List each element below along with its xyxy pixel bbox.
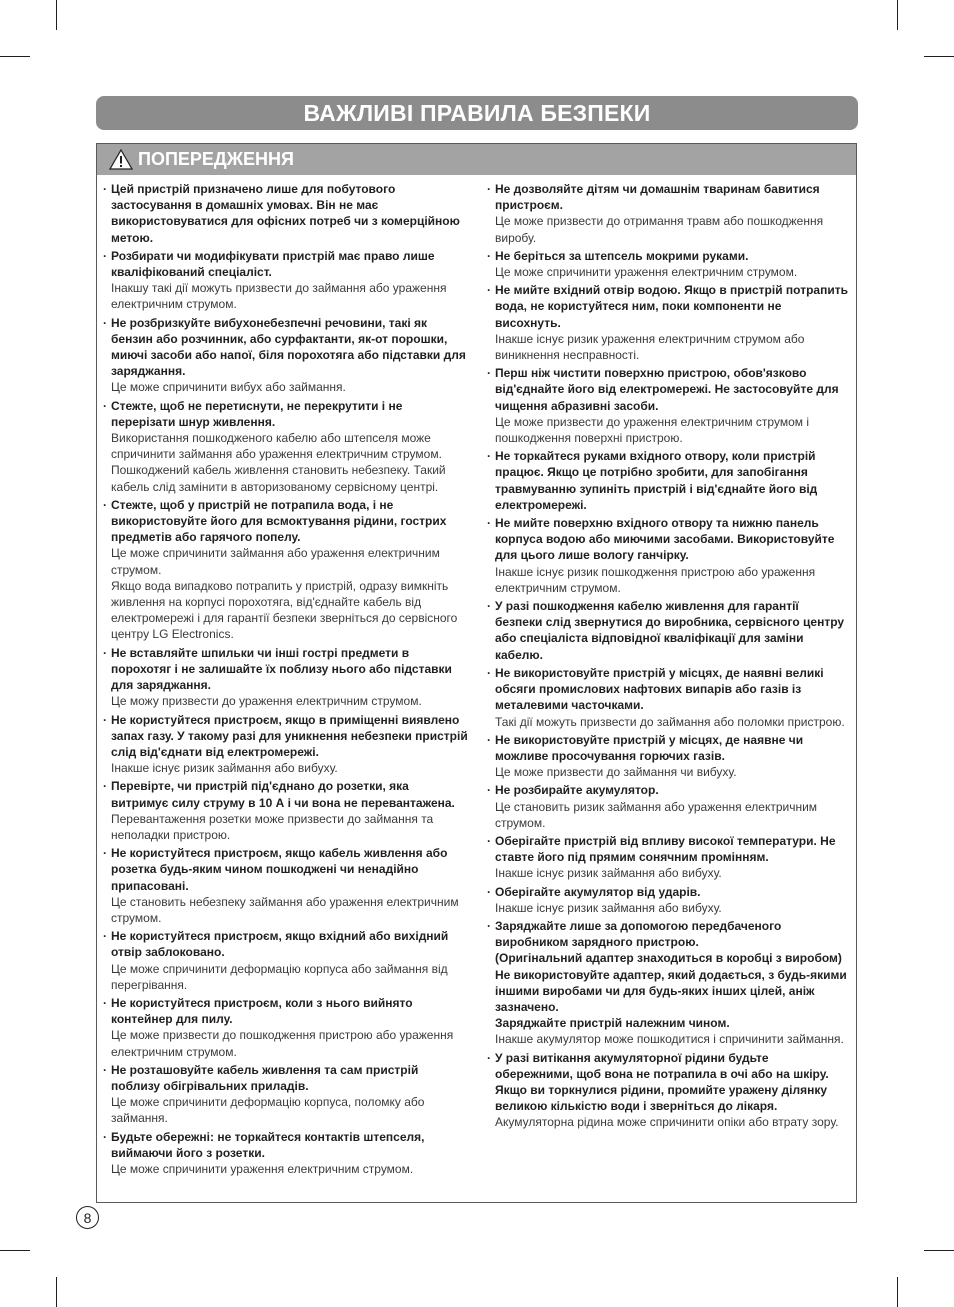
rule-note: Це може спричинити деформацію корпуса, поломку або займання. xyxy=(111,1095,425,1126)
rule-text: Стежте, щоб у пристрій не потрапила вода, і не використовуйте його для всмоктування рідини, гострих предметів або гарячого попелу. xyxy=(111,497,447,545)
rule-text: Не мийте поверхню вхідного отвору та нижню панель корпуса водою або миючими засобами. Використовуйте для цього лише вологу ганчірку. xyxy=(495,516,835,563)
rule-note: Це може спричинити ураження електричним струмом. xyxy=(495,265,798,280)
list-item: · Не користуйтеся пристроєм, якщо вхідний або вихідний отвір заблоковано. Це може спричинити деформацію корпуса або займання від перегрівання. xyxy=(103,928,469,993)
crop-mark xyxy=(897,1277,898,1307)
rule-note: Такі дії можуть призвести до займання або поломки пристрою. xyxy=(495,714,845,729)
rule-note: Це становить ризик займання або ураження електричним струмом. xyxy=(495,799,818,830)
rule-note: Це може призвести до отримання травм або пошкодження виробу. xyxy=(495,214,824,245)
list-item: · Не дозволяйте дітям чи домашнім тваринам бавитися пристроєм. Це може призвести до отримання травм або пошкодження виробу. xyxy=(487,181,849,246)
rule-text: Стежте, щоб не перетиснути, не перекрутити і не перерізати шнур живлення. xyxy=(111,398,403,429)
list-item: · Не вставляйте шпильки чи інші гострі предмети в порохотяг і не залишайте їх поблизу нього або підставки для заряджання. Це можу призвести до ураження електричним струмом. xyxy=(103,645,469,710)
rule-note: Це може спричинити ураження електричним струмом. xyxy=(111,1161,414,1176)
rule-text: Не користуйтеся пристроєм, якщо кабель живлення або розетка будь-яким чином пошкоджені чи ненадійно припасовані. xyxy=(111,846,448,893)
rule-note: Інакше акумулятор може пошкодитися і спричинити займання. xyxy=(495,1032,844,1047)
list-item: · Не торкайтеся руками вхідного отвору, коли пристрій працює. Якщо це потрібно зробити, для запобігання травмуванню зупиніть пристрій і від'єднайте його від електромережі. xyxy=(487,448,849,513)
crop-mark xyxy=(0,1250,30,1251)
list-item: · Перевірте, чи пристрій під'єднано до розетки, яка витримує силу струму в 10 А і чи вона не перевантажена. Перевантаження розетки може призвести до займання та неполадки пристрою. xyxy=(103,778,469,843)
list-item: · Розбирати чи модифікувати пристрій має право лише кваліфікований спеціаліст. Інакшу такі дії можуть призвести до займання або ураження електричним струмом. xyxy=(103,248,469,313)
rule-note: Інакше існує ризик ураження електричним струмом або виникнення несправності. xyxy=(495,331,805,363)
right-column xyxy=(487,181,849,1133)
rule-text: Не користуйтеся пристроєм, якщо вхідний або вихідний отвір заблоковано. xyxy=(111,929,449,960)
rule-note: Інакше існує ризик займання або вибуху. xyxy=(495,900,722,915)
page-title: ВАЖЛИВІ ПРАВИЛА БЕЗПЕКИ xyxy=(96,96,858,130)
rule-text: Не розбирайте акумулятор. xyxy=(495,783,659,798)
list-item: · Не мийте вхідний отвір водою. Якщо в пристрій потрапить вода, не користуйтеся ним, поки компоненти не висохнуть. Інакше існує ризик ураження електричним струмом або виникнення несправності. xyxy=(487,283,848,363)
rule-note: Інакше існує ризик займання або вибуху. xyxy=(111,761,338,776)
rule-text: Не мийте вхідний отвір водою. Якщо в пристрій потрапить вода, не користуйтеся ним, поки компоненти не висохнуть. xyxy=(495,283,848,330)
rule-text: Не використовуйте пристрій у місцях, де наявні великі обсяги промислових нафтових випарів або газів із металевими часточками. xyxy=(495,665,824,713)
rule-note: Це становить небезпеку займання або ураження електричним струмом. xyxy=(111,894,459,925)
list-item: · Перш ніж чистити поверхню пристрою, обов'язково від'єднайте його від електромережі. Не застосовуйте для чищення абразивні засоби. Це може призвести до ураження електричним струмом і пошкодження поверхні пристрою. xyxy=(487,365,849,446)
rule-note: Інакше існує ризик пошкодження пристрою або ураження електричним струмом. xyxy=(495,564,816,595)
list-item: · Не користуйтеся пристроєм, коли з нього вийнято контейнер для пилу. Це може призвести до пошкодження пристрою або ураження електричним струмом. xyxy=(103,995,469,1060)
rule-text: Перевірте, чи пристрій під'єднано до розетки, яка витримує силу струму в 10 А і чи вона не перевантажена. xyxy=(111,779,455,810)
rule-text: У разі витікання акумуляторної рідини будьте обережними, щоб вона не потрапила в очі або на шкіру. Якщо ви торкнулися рідини, промийте уражену ділянку великою кількістю води і зверніться до лікаря. xyxy=(495,1050,829,1114)
rule-text: Не використовуйте адаптер, який додається, з будь-якими іншими виробами чи для будь-яких інших цілей, аніж зазначено. xyxy=(495,967,847,1014)
left-column xyxy=(103,181,469,1179)
rule-note: Перевантаження розетки може призвести до займання та неполадки пристрою. xyxy=(111,811,434,842)
crop-mark xyxy=(897,0,898,30)
rule-note: Це можу призвести до ураження електричним струмом. xyxy=(111,694,422,709)
warning-triangle-icon xyxy=(109,149,133,170)
rule-text: Перш ніж чистити поверхню пристрою, обов'язково від'єднайте його від електромережі. Не застосовуйте для чищення абразивні засоби. xyxy=(495,366,839,413)
rule-text: Не використовуйте пристрій у місцях, де наявне чи можливе просочування горючих газів. xyxy=(495,732,804,763)
list-item: · Оберігайте акумулятор від ударів. Інакше існує ризик займання або вибуху. xyxy=(487,884,849,916)
rule-text: Заряджайте лише за допомогою передбаченого виробником зарядного пристрою. xyxy=(495,918,782,950)
list-item: · Не користуйтеся пристроєм, якщо в приміщенні виявлено запах газу. У такому разі для уникнення небезпеки пристрій слід від'єднати від електромережі. Інакше існує ризик займання або вибуху. xyxy=(103,712,468,776)
list-item: · Не розташовуйте кабель живлення та сам пристрій поблизу обігрівальних приладів. Це може спричинити деформацію корпуса, поломку або займання. xyxy=(103,1062,469,1127)
list-item: · У разі пошкодження кабелю живлення для гарантії безпеки слід звернутися до виробника, сервісного центру або спеціаліста відповідної кваліфікації для заміни кабелю. xyxy=(487,598,849,663)
crop-mark xyxy=(924,56,954,57)
rule-note: Це може спричинити деформацію корпуса або займання від перегрівання. xyxy=(111,961,448,992)
rule-text: Не торкайтеся руками вхідного отвору, коли пристрій працює. Якщо це потрібно зробити, для запобігання травмуванню зупиніть пристрій і від'єднайте його від електромережі. xyxy=(495,449,818,512)
rule-note: Це може спричинити вибух або займання. xyxy=(111,380,346,395)
rule-text: Будьте обережні: не торкайтеся контактів штепселя, виймаючи його з розетки. xyxy=(111,1129,425,1160)
crop-mark xyxy=(0,56,30,57)
rule-text: Не беріться за штепсель мокрими руками. xyxy=(495,248,749,263)
rule-note: Це може спричинити займання або ураження електричним струмом. xyxy=(111,546,440,577)
rule-text: Оберігайте пристрій від впливу високої температури. Не ставте його під прямим сонячним промінням. xyxy=(495,833,836,865)
rule-note: Використання пошкодженого кабелю або штепселя може спричинити займання або ураження електричним струмом. Пошкоджений кабель живлення становить небезпеку. Такий кабель слід замінити в авторизованому сервісному центрі. xyxy=(111,431,446,494)
list-item: · Не розбризкуйте вибухонебезпечні речовини, такі як бензин або розчинник, або сурфактанти, як-от порошки, миючі засоби або напої, біля порохотяга або підставки для заряджання. Це може спричинити вибух або займання. xyxy=(103,315,469,396)
warning-header xyxy=(97,144,856,175)
rule-note: Це може призвести до пошкодження пристрою або ураження електричним струмом. xyxy=(111,1028,454,1059)
crop-mark xyxy=(924,1250,954,1251)
rule-text: Не розбризкуйте вибухонебезпечні речовини, такі як бензин або розчинник, або сурфактанти, як-от порошки, миючі засоби або напої, біля порохотяга або підставки для заряджання. xyxy=(111,315,466,379)
rule-text: У разі пошкодження кабелю живлення для гарантії безпеки слід звернутися до виробника, сервісного центру або спеціаліста відповідної кваліфікації для заміни кабелю. xyxy=(495,599,845,662)
rule-note: Акумуляторна рідина може спричинити опіки або втрату зору. xyxy=(495,1115,839,1130)
list-item: · Не мийте поверхню вхідного отвору та нижню панель корпуса водою або миючими засобами. Використовуйте для цього лише вологу ганчірку. Інакше існує ризик пошкодження пристрою або ураження електричним струмом. xyxy=(487,515,849,596)
rule-text: Не розташовуйте кабель живлення та сам пристрій поблизу обігрівальних приладів. xyxy=(111,1062,419,1093)
list-item: · Оберігайте пристрій від впливу високої температури. Не ставте його під прямим сонячним промінням. Інакше існує ризик займання або вибуху. xyxy=(487,833,849,882)
list-item: · Будьте обережні: не торкайтеся контактів штепселя, виймаючи його з розетки. Це може спричинити ураження електричним струмом. xyxy=(103,1129,469,1178)
crop-mark xyxy=(56,0,57,30)
list-item: · Стежте, щоб не перетиснути, не перекрутити і не перерізати шнур живлення. Використання пошкодженого кабелю або штепселя може спричинити займання або ураження електричним струмом. Пошкоджений кабель живлення становить небезпеку. Такий кабель слід замінити в авторизованому сервісному центрі. xyxy=(103,398,469,495)
list-item: · Не використовуйте пристрій у місцях, де наявні великі обсяги промислових нафтових випарів або газів із металевими часточками. Такі дії можуть призвести до займання або поломки пристрою. xyxy=(487,665,849,730)
list-item: · Не беріться за штепсель мокрими руками. Це може спричинити ураження електричним струмом. xyxy=(487,248,849,280)
list-item: · Не користуйтеся пристроєм, якщо кабель живлення або розетка будь-яким чином пошкоджені чи ненадійно припасовані. Це становить небезпеку займання або ураження електричним струмом. xyxy=(103,845,469,926)
rule-note: Це може призвести до займання чи вибуху. xyxy=(495,765,737,780)
warning-box xyxy=(96,143,857,1203)
list-item: · Не розбирайте акумулятор. Це становить ризик займання або ураження електричним струмом. xyxy=(487,782,849,831)
rule-note: Якщо вода випадково потрапить у пристрій, одразу вимкніть живлення на корпусі порохотяга, від'єднайте кабель від електромережі і для гарантії безпеки зверніться до сервісного центру LG Electronics. xyxy=(111,578,458,642)
rule-text: Оберігайте акумулятор від ударів. xyxy=(495,884,701,899)
rule-text: Не дозволяйте дітям чи домашнім тваринам бавитися пристроєм. xyxy=(495,182,820,213)
page-number: 8 xyxy=(76,1206,99,1229)
rule-text: (Оригінальний адаптер знаходиться в коробці з виробом) xyxy=(495,951,842,966)
rule-text: Заряджайте пристрій належним чином. xyxy=(495,1016,730,1031)
rule-text: Не користуйтеся пристроєм, коли з нього вийнято контейнер для пилу. xyxy=(111,995,413,1027)
crop-mark xyxy=(56,1277,57,1307)
list-item: · Цей пристрій призначено лише для побутового застосування в домашніх умовах. Він не має використовуватися для офісних потреб чи з комерційною метою. xyxy=(103,181,469,246)
rule-text: Не користуйтеся пристроєм, якщо в приміщенні виявлено запах газу. У такому разі для уникнення небезпеки пристрій слід від'єднати від електромережі. xyxy=(111,712,468,759)
rule-note: Інакшу такі дії можуть призвести до займання або ураження електричним струмом. xyxy=(111,281,447,312)
rule-text: Цей пристрій призначено лише для побутового застосування в домашніх умовах. Він не має використовуватися для офісних потреб чи з комерційною метою. xyxy=(111,182,460,245)
rule-note: Інакше існує ризик займання або вибуху. xyxy=(495,866,722,881)
rule-note: Це може призвести до ураження електричним струмом і пошкодження поверхні пристрою. xyxy=(495,414,809,446)
rule-text: Не вставляйте шпильки чи інші гострі предмети в порохотяг і не залишайте їх поблизу нього або підставки для заряджання. xyxy=(111,645,452,693)
list-item: · Заряджайте лише за допомогою передбаченого виробником зарядного пристрою. (Оригінальний адаптер знаходиться в коробці з виробом) Не використовуйте адаптер, який додається, з будь-якими іншими виробами чи для будь-яких інших цілей, аніж зазначено. Заряджайте пристрій належним чином. Інакше акумулятор може пошкодитися і спричинити займання. xyxy=(487,918,849,1048)
list-item: · У разі витікання акумуляторної рідини будьте обережними, щоб вона не потрапила в очі або на шкіру. Якщо ви торкнулися рідини, промийте уражену ділянку великою кількістю води і зверніться до лікаря. Акумуляторна рідина може спричинити опіки або втрату зору. xyxy=(487,1050,849,1131)
list-item: · Не використовуйте пристрій у місцях, де наявне чи можливе просочування горючих газів. Це може призвести до займання чи вибуху. xyxy=(487,732,849,781)
warning-heading: ПОПЕРЕДЖЕННЯ xyxy=(138,149,294,169)
list-item: · Стежте, щоб у пристрій не потрапила вода, і не використовуйте його для всмоктування рідини, гострих предметів або гарячого попелу. Це може спричинити займання або ураження електричним струмом. Якщо вода випадково потрапить у пристрій, одразу вимкніть живлення на корпусі порохотяга, від'єднайте кабель від електромережі і для гарантії безпеки зверніться до сервісного центру LG Electronics. xyxy=(103,497,469,643)
rule-text: Розбирати чи модифікувати пристрій має право лише кваліфікований спеціаліст. xyxy=(111,248,435,280)
